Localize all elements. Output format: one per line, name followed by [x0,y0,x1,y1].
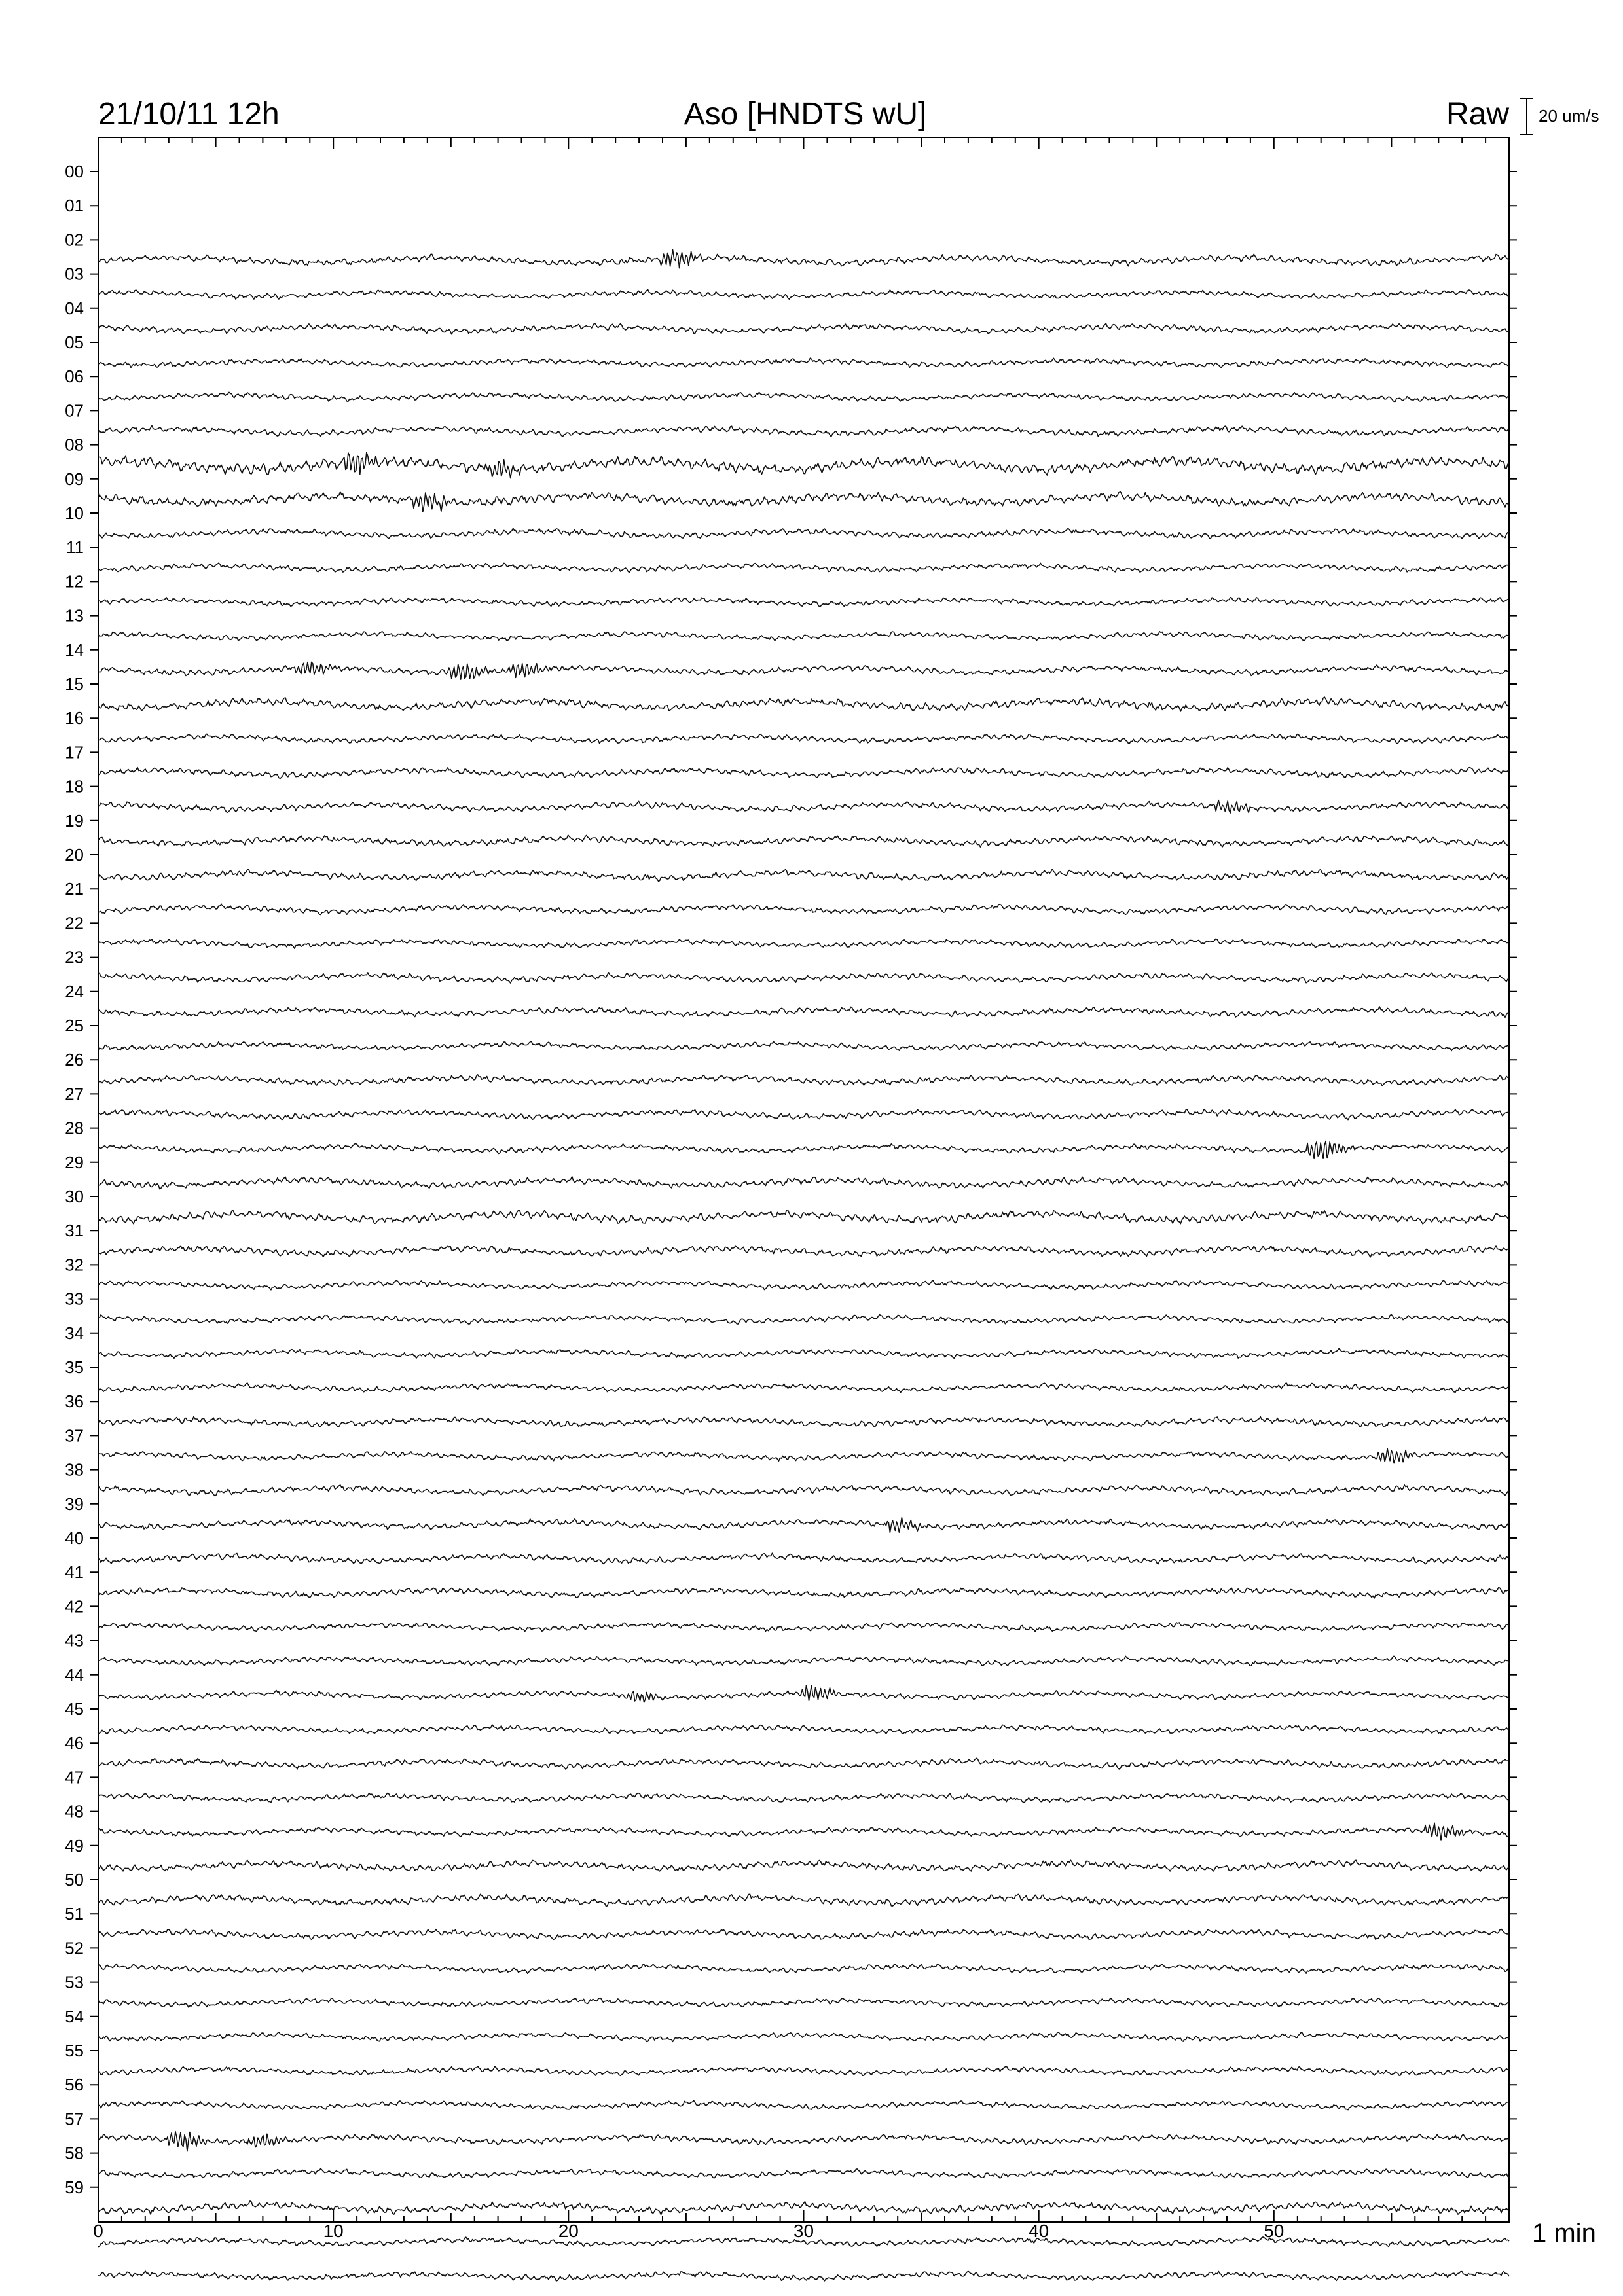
row-label: 51 [65,1904,84,1924]
trace-line [98,904,1509,914]
row-label: 47 [65,1767,84,1787]
trace-line [98,2271,1509,2281]
row-label: 04 [65,298,84,318]
trace-line [98,662,1509,679]
trace-line [98,492,1509,512]
trace-line [98,1823,1509,1840]
row-label: 55 [65,2041,84,2060]
row-label: 44 [65,1664,84,1685]
row-label: 00 [65,162,84,181]
row-label: 26 [65,1050,84,1070]
row-label: 20 [65,845,84,865]
trace-line [98,2032,1509,2042]
trace-line [98,1075,1509,1086]
row-label: 15 [65,674,84,694]
trace-line [98,1141,1509,1159]
trace-line [98,1998,1509,2007]
row-label: 10 [65,503,84,523]
trace-line [98,869,1509,881]
trace-line [98,1109,1509,1120]
trace-line [98,2100,1509,2109]
x-tick-label: 20 [558,2221,579,2241]
row-label: 32 [65,1255,84,1275]
trace-line [98,1383,1509,1393]
row-label: 02 [65,230,84,250]
row-label: 41 [65,1562,84,1583]
row-label: 37 [65,1426,84,1446]
row-label: 38 [65,1460,84,1480]
row-label: 21 [65,879,84,899]
trace-line [98,358,1509,367]
x-tick-label: 10 [323,2221,344,2241]
trace-line [98,1485,1509,1496]
trace-line [98,528,1509,539]
scale-label: 20 um/s [1539,106,1599,126]
trace-line [98,800,1509,813]
row-label: 56 [65,2075,84,2095]
trace-line [98,563,1509,572]
x-tick-label: 50 [1264,2221,1285,2241]
trace-line [98,290,1509,300]
row-label: 28 [65,1118,84,1138]
row-label: 58 [65,2143,84,2163]
trace-line [98,1587,1509,1598]
station-title: Aso [HNDTS wU] [684,97,927,132]
row-label: 42 [65,1596,84,1617]
row-label: 03 [65,264,84,284]
trace-line [98,1758,1509,1769]
trace-line [98,768,1509,779]
trace-line [98,452,1509,478]
trace-line [98,1894,1509,1906]
row-label: 17 [65,742,84,762]
row-label: 30 [65,1187,84,1206]
trace-line [98,1314,1509,1324]
mode-label: Raw [1446,97,1509,132]
row-label: 39 [65,1494,84,1514]
trace-line [98,1280,1509,1289]
row-labels [65,162,84,2197]
row-label: 46 [65,1733,84,1753]
trace-line [98,1656,1509,1666]
trace-line [98,426,1509,437]
trace-line [98,598,1509,607]
trace-line [98,939,1509,948]
trace-line [98,973,1509,984]
row-label: 19 [65,810,84,831]
row-label: 11 [66,537,84,558]
row-label: 40 [65,1528,84,1548]
trace-line [98,323,1509,334]
row-label: 59 [65,2177,84,2197]
trace-line [98,697,1509,711]
tick-marks [90,137,1517,2222]
trace-line [98,250,1509,268]
row-label: 23 [65,947,84,967]
row-label: 16 [65,708,84,728]
x-tick-label: 40 [1029,2221,1049,2241]
row-label: 43 [65,1630,84,1651]
trace-line [98,1725,1509,1734]
row-label: 54 [65,2006,84,2026]
trace-line [98,1210,1509,1224]
traces [98,250,1509,2296]
row-label: 34 [65,1323,84,1343]
trace-line [98,1246,1509,1257]
trace-line [98,734,1509,744]
row-label: 25 [65,1016,84,1035]
row-label: 57 [65,2109,84,2129]
trace-line [98,1177,1509,1189]
trace-line [98,835,1509,847]
row-label: 35 [65,1357,84,1377]
row-label: 06 [65,367,84,387]
trace-line [98,1349,1509,1359]
row-label: 24 [65,981,84,1001]
row-label: 01 [65,196,84,216]
x-tick-label: 0 [93,2221,103,2241]
row-label: 22 [65,913,84,933]
row-label: 12 [65,571,84,592]
row-label: 49 [65,1835,84,1856]
row-label: 13 [65,605,84,626]
amplitude-scale-bar [1520,98,1533,134]
trace-line [98,1448,1509,1463]
row-label: 45 [65,1699,84,1719]
trace-line [98,1007,1509,1017]
x-unit-label: 1 min [1532,2219,1596,2248]
trace-line [98,1518,1509,1533]
trace-line [98,1623,1509,1632]
row-label: 18 [65,776,84,797]
trace-line [98,1793,1509,1803]
trace-line [98,1860,1509,1871]
x-tick-labels [93,2221,1284,2241]
row-label: 09 [65,469,84,489]
row-label: 29 [65,1152,84,1172]
trace-line [98,2168,1509,2178]
row-label: 53 [65,1972,84,1992]
date-hour-label: 21/10/11 12h [98,97,280,132]
trace-line [98,392,1509,401]
trace-line [98,1685,1509,1702]
trace-line [98,1041,1509,1050]
row-label: 08 [65,435,84,455]
trace-line [98,1417,1509,1427]
row-label: 48 [65,1801,84,1821]
trace-line [98,632,1509,641]
row-label: 50 [65,1870,84,1890]
x-tick-label: 30 [793,2221,814,2241]
row-label: 36 [65,1391,84,1412]
trace-line [98,1553,1509,1564]
row-label: 14 [65,639,84,660]
trace-line [98,2066,1509,2075]
trace-line [98,1929,1509,1939]
row-label: 31 [65,1221,84,1241]
trace-line [98,2132,1509,2151]
row-label: 27 [65,1084,84,1104]
row-label: 52 [65,1938,84,1958]
row-label: 05 [65,332,84,352]
trace-line [98,1964,1509,1974]
row-label: 07 [65,401,84,421]
row-label: 33 [65,1289,84,1309]
